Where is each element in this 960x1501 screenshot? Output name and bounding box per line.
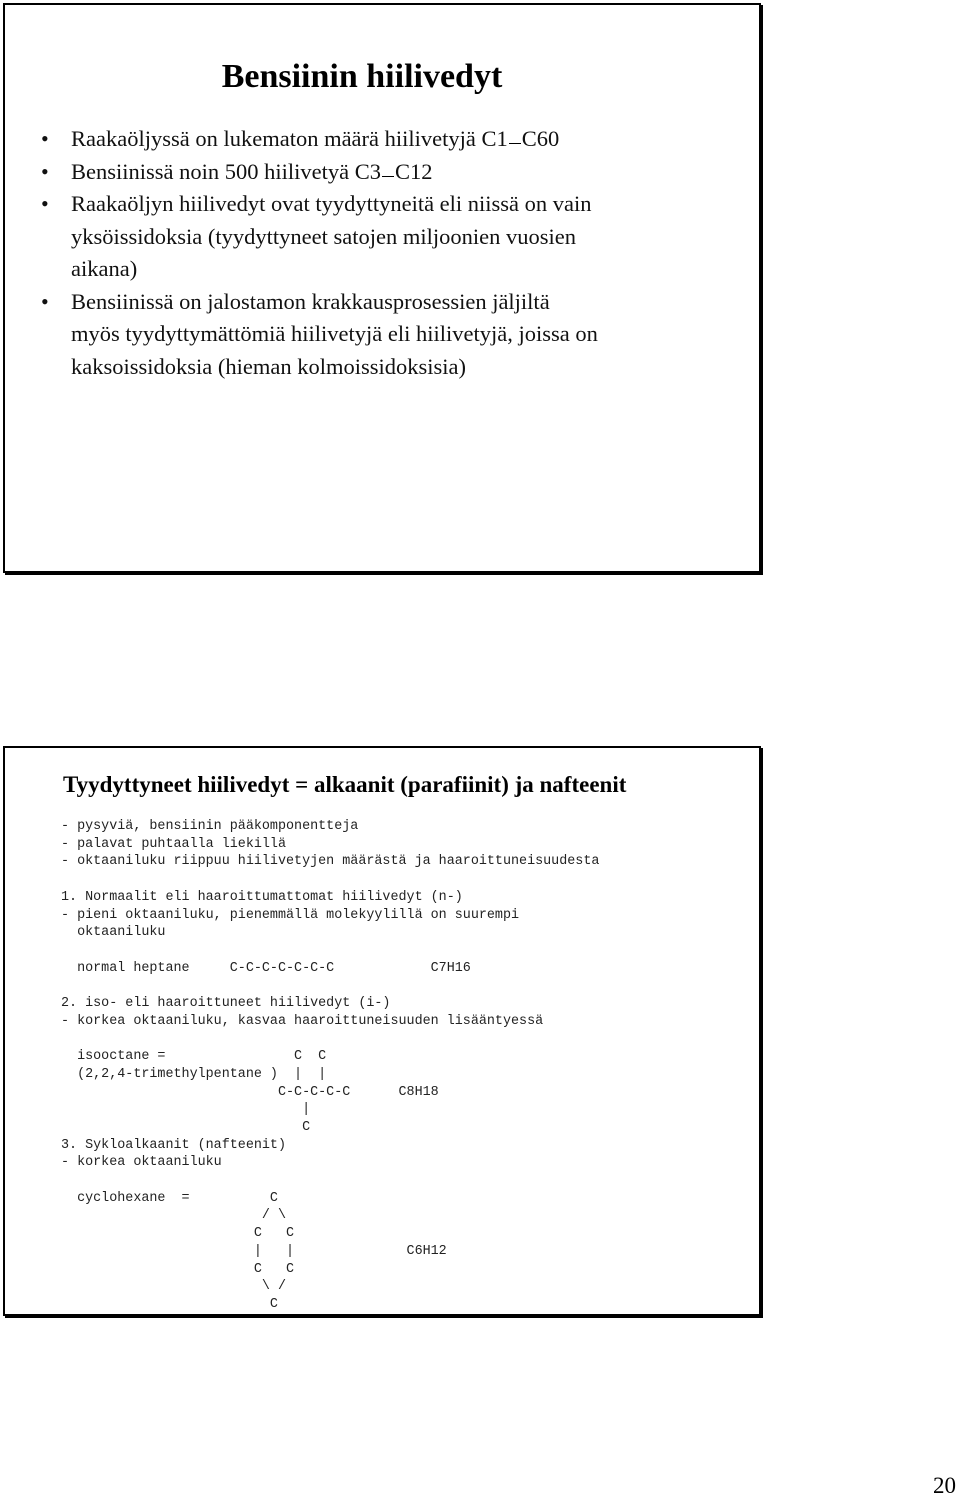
bullet-text-line <box>71 286 731 319</box>
slide-2-body <box>5 748 759 1314</box>
bullet-text: aikana) <box>71 256 138 281</box>
content-line: 2. iso- eli haaroittuneet hiilivedyt (i-) <box>61 996 391 1011</box>
slide-1-bullet-list <box>41 123 731 383</box>
range-dash <box>509 143 521 144</box>
bullet-text: Raakaöljyssä on lukematon määrä hiilivetyjä C1 <box>71 126 508 151</box>
content-line: \ / <box>61 1279 286 1295</box>
content-line: C C <box>61 1226 295 1242</box>
bullet-text-line <box>71 123 731 156</box>
content-line: normal heptane C-C-C-C-C-C-C C7H16 <box>61 960 471 976</box>
content-line: oktaaniluku <box>61 925 166 941</box>
bullet-text-line <box>71 156 731 189</box>
slide-2 <box>3 746 761 1316</box>
bullet-item <box>41 286 731 384</box>
content-line: | | C6H12 <box>61 1243 447 1259</box>
bullet-text-line <box>71 188 731 221</box>
slide-1 <box>3 3 761 573</box>
bullet-text: Bensiinissä on jalostamon krakkausprosessien jäljiltä <box>71 288 550 314</box>
content-line: - pieni oktaaniluku, pienemmällä molekyylillä on suurempi <box>61 907 520 923</box>
bullet-icon: • <box>41 288 49 314</box>
bullet-text-line <box>71 221 731 254</box>
bullet-icon: • <box>41 126 49 151</box>
content-line: C <box>61 1296 278 1312</box>
slide-1-title: Bensiinin hiilivedyt <box>221 58 503 95</box>
bullet-text: myös tyydyttymättömiä hiilivetyjä eli hiilivetyjä, joissa on <box>71 321 598 346</box>
content-line: cyclohexane = C <box>61 1190 278 1206</box>
bullet-text-line <box>71 318 731 351</box>
content-line: - korkea oktaaniluku, kasvaa haaroittuneisuuden lisääntyessä <box>61 1013 544 1029</box>
bullet-item <box>41 188 731 286</box>
bullet-item <box>41 123 731 156</box>
content-line: / \ <box>61 1208 286 1224</box>
content-line: - pysyviä, bensiinin pääkomponentteja <box>61 819 359 834</box>
bullet-item <box>41 156 731 189</box>
bullet-text: kaksoissidoksia (hieman kolmoissidoksisia) <box>71 353 466 379</box>
page-number: 20 <box>933 1473 956 1498</box>
bullet-text-line <box>71 253 731 286</box>
content-line: isooctane = C C <box>61 1049 327 1065</box>
bullet-text: C60 <box>521 126 560 151</box>
content-line: C-C-C-C-C C8H18 <box>61 1084 439 1100</box>
content-line: - korkea oktaaniluku <box>61 1155 222 1171</box>
bullet-text-line <box>71 351 731 384</box>
content-line: - palavat puhtaalla liekillä <box>61 836 286 852</box>
bullet-text: C12 <box>395 158 433 184</box>
content-line: C C <box>61 1261 295 1277</box>
bullet-icon: • <box>41 191 49 216</box>
content-line: | <box>61 1102 311 1118</box>
content-line: 3. Sykloalkaanit (nafteenit) <box>61 1137 286 1153</box>
content-line: (2,2,4-trimethylpentane ) | | <box>61 1066 327 1082</box>
bullet-text: Raakaöljyn hiilivedyt ovat tyydyttyneitä eli niissä on vain <box>71 191 592 216</box>
slide-2-title: Tyydyttyneet hiilivedyt = alkaanit (parafiinit) ja nafteenit <box>63 772 627 797</box>
range-dash <box>382 176 394 177</box>
bullet-text: yksöissidoksia (tyydyttyneet satojen miljoonien vuosien <box>71 223 576 249</box>
content-line: C <box>61 1119 311 1135</box>
bullet-icon: • <box>41 158 49 184</box>
content-line: 1. Normaalit eli haaroittumattomat hiilivedyt (n-) <box>61 889 463 905</box>
bullet-text: Bensiinissä noin 500 hiilivetyä C3 <box>71 158 381 184</box>
content-line: - oktaaniluku riippuu hiilivetyjen määrästä ja haaroittuneisuudesta <box>61 854 600 870</box>
